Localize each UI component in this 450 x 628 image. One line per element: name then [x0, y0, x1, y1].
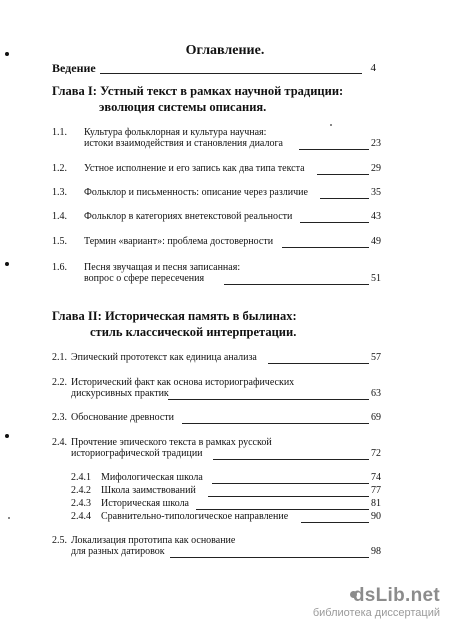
entry-number: 2.4.2 — [71, 485, 91, 496]
toc-heading: Оглавление. — [185, 43, 265, 58]
entry-leader — [182, 423, 369, 424]
entry-title: Фольклор и письменность: описание через различие — [84, 187, 308, 198]
entry-title-cont: вопрос о сфере пересечения — [84, 273, 205, 284]
binding-hole — [5, 434, 9, 438]
entry-page: 69 — [371, 412, 381, 423]
entry-page: 29 — [371, 163, 381, 174]
entry-number: 1.4. — [52, 211, 67, 222]
entry-number: 2.4.1 — [71, 472, 91, 483]
entry-page: 98 — [371, 546, 381, 557]
entry-title: Локализация прототипа как основание — [71, 535, 236, 546]
entry-number: 2.5. — [52, 535, 67, 546]
entry-page: 43 — [371, 211, 381, 222]
entry-title: Мифологическая школа — [101, 472, 203, 483]
entry-title-cont: для разных датировок — [71, 546, 165, 557]
scan-speck — [330, 124, 332, 126]
entry-leader — [168, 399, 369, 400]
chapter2-title: Глава II: Историческая память в былинах: — [52, 309, 297, 323]
entry-page: 57 — [371, 352, 381, 363]
entry-title: Термин «вариант»: проблема достоверности — [84, 236, 274, 247]
entry-leader — [213, 459, 369, 460]
entry-leader — [300, 222, 369, 223]
entry-page: 49 — [371, 236, 381, 247]
entry-page: 74 — [371, 472, 381, 483]
entry-leader — [320, 198, 369, 199]
entry-leader — [299, 149, 369, 150]
entry-title: Культура фольклорная и культура научная: — [84, 127, 267, 138]
entry-number: 2.1. — [52, 352, 67, 363]
entry-number: 2.3. — [52, 412, 67, 423]
entry-leader — [301, 522, 369, 523]
entry-page: 81 — [371, 498, 381, 509]
entry-leader — [268, 363, 369, 364]
entry-title: Обоснование древности — [71, 412, 175, 423]
entry-number: 2.4.4 — [71, 511, 91, 522]
entry-number: 1.5. — [52, 236, 67, 247]
entry-leader — [170, 557, 369, 558]
entry-title: Эпический прототекст как единица анализа — [71, 352, 257, 363]
intro-page: 4 — [370, 62, 376, 74]
chapter2-subtitle: стиль классической интерпретации. — [90, 325, 297, 339]
entry-title: Сравнительно-типологическое направление — [101, 511, 289, 522]
scan-speck — [8, 517, 10, 519]
entry-title: Школа заимствований — [101, 485, 196, 496]
entry-number: 1.1. — [52, 127, 67, 138]
chapter1-subtitle: эволюция системы описания. — [99, 100, 267, 114]
entry-number: 1.3. — [52, 187, 67, 198]
entry-title: Историческая школа — [101, 498, 189, 509]
watermark-brand: dsLib.net — [352, 585, 440, 606]
entry-page: 72 — [371, 448, 381, 459]
entry-page: 90 — [371, 511, 381, 522]
entry-title-cont: дискурсивных практик — [71, 388, 169, 399]
binding-hole — [5, 262, 9, 266]
entry-title: Песня звучащая и песня записанная: — [84, 262, 241, 273]
entry-title-cont: истоки взаимодействия и становления диалога — [84, 138, 283, 149]
entry-leader — [224, 284, 369, 285]
entry-number: 1.2. — [52, 163, 67, 174]
entry-page: 63 — [371, 388, 381, 399]
entry-page: 23 — [371, 138, 381, 149]
entry-page: 35 — [371, 187, 381, 198]
entry-number: 1.6. — [52, 262, 67, 273]
entry-title: Прочтение эпического текста в рамках русской — [71, 437, 272, 448]
entry-leader — [317, 174, 369, 175]
watermark-tagline: библиотека диссертаций — [312, 607, 440, 619]
entry-title: Фольклор в категориях внетекстовой реальности — [84, 211, 293, 222]
entry-number: 2.2. — [52, 377, 67, 388]
entry-title: Устное исполнение и его запись как два типа текста — [84, 163, 305, 174]
entry-leader — [282, 247, 369, 248]
entry-leader — [208, 496, 369, 497]
entry-page: 77 — [371, 485, 381, 496]
entry-title-cont: историографической традиции — [71, 448, 203, 459]
intro-leader — [100, 73, 362, 74]
entry-title: Исторический факт как основа историографических — [71, 377, 295, 388]
entry-number: 2.4. — [52, 437, 67, 448]
intro-label: Ведение — [52, 61, 96, 75]
entry-number: 2.4.3 — [71, 498, 91, 509]
entry-page: 51 — [371, 273, 381, 284]
entry-leader — [212, 483, 369, 484]
entry-leader — [196, 509, 369, 510]
chapter1-title: Глава I: Устный текст в рамках научной традиции: — [52, 84, 344, 98]
